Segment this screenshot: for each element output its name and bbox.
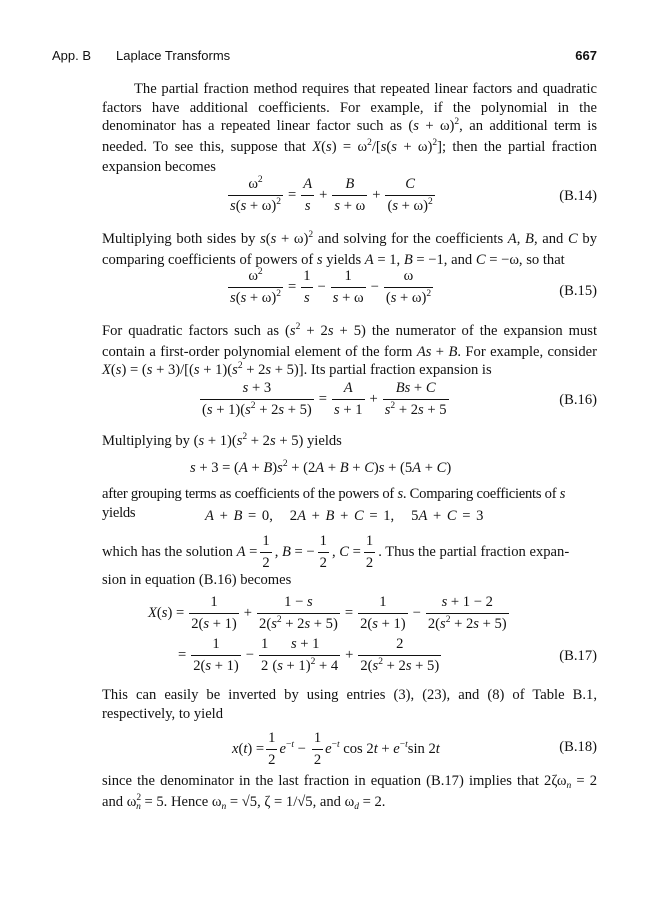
page-number: 667 (575, 48, 597, 63)
appendix-label: App. B (52, 48, 92, 63)
equation-b18: x(t) = $\frac{1}{2}$ $e^{-t}$ − $\frac{1}{2}$ $e^{-t}$ $\cos 2t + e^{-t}\sin$ 2t (232, 730, 440, 768)
equation-number-b18: (B.18) (559, 739, 597, 755)
equation-b17-line-2: = $\frac{1}{2(s + 1)}$ − $\frac{1}{2}$ $\frac{s + 1}{(s + 1)^2 + 4}$ + $\frac{2}{2(s^2 + 2s + 5)}$ (178, 636, 440, 674)
paragraph-3: For quadratic factors such as $(s^2 + 2s + 5)$ the numerator of the expansion must contain a first-order polynomial element of the form As + B. For example, consider $X(s) = (s + 3)/[(s + 1)(s^2 + 2s + 5)]$. Its partial fraction expansion is (102, 322, 598, 379)
equation-b14: $\frac{\omega^2}{s(s + \omega)^2}$ = $\frac{A}{s}$ + $\frac{B}{s + \omega}$ + $\frac{C}{(s + \omega)^2}$ (230, 175, 433, 214)
paragraph-2: Multiplying both sides by $s(s + \omega)^2$ and solving for the coefficients A, B, and C by comparing coefficients of powers of s yields A = 1, B = −1, and C = −ω, so that (102, 230, 597, 268)
equation-b16: $\frac{s + 3}{(s + 1)(s^2 + 2s + 5)}$ = $\frac{A}{s + 1}$ + $\frac{Bs + C}{s^2 + 2s + 5}$ (202, 380, 447, 418)
equation-number-b17: (B.17) (559, 648, 597, 664)
running-header (52, 48, 597, 66)
equation-number-b16: (B.16) (559, 392, 597, 408)
paragraph-4: Multiplying by $(s + 1)(s^2 + 2s + 5)$ yields (102, 432, 342, 449)
paragraph-7: This can easily be inverted by using entries (3), (23), and (8) of Table B.1, respectively, to yield (102, 687, 597, 722)
solution-line: which has the solution A = $\frac{1}{2}$ , B = − $\frac{1}{2}$ , C = $\frac{1}{2}$ . Thus the partial fraction expan- (102, 533, 570, 571)
equation-b17-line-1: X(s) = $\frac{1}{2(s + 1)}$ + $\frac{1 - s}{2(s^2 + 2s + 5)}$ = $\frac{1}{2(s + 1)}$ − $\frac{s + 1 - 2}{2(s^2 + 2s + 5)}$ (148, 594, 507, 632)
paragraph-6c: sion in equation (B.16) becomes (102, 572, 292, 588)
paragraph-1: The partial fraction method requires that repeated linear factors and quadratic factors have additional coefficients. For example, if the polynomial in the denominator has a repeated linear factor such as $(s + \omega)^2$, an additional term is needed. To see this, suppose that $X(s) = \omega^2/[s(s + \omega)^2]$; then the partial fraction expansion becomes (102, 81, 597, 176)
paragraph-8: since the denominator in the last fraction in equation (B.17) implies that $2\zeta\omega_n = 2$ and $\omega^2_n = 5$. Hence $\omega_n = √5$, ζ = 1/√5, and $\omega_d = 2$. (102, 773, 597, 812)
equation-number-b14: (B.14) (559, 188, 597, 204)
chapter-title: Laplace Transforms (116, 48, 231, 63)
expanded-equation: $s + 3 = (A + B)s^2 + (2A + B + C)s + (5A + C)$ (190, 459, 452, 476)
equation-b15: $\frac{\omega^2}{s(s + \omega)^2}$ = $\frac{1}{s}$ − $\frac{1}{s + \omega}$ − $\frac{\omega}{(s + \omega)^2}$ (230, 267, 432, 306)
coefficient-system: A + B = 0, 2A + B + C = 1, 5A + C = 3 (205, 508, 484, 524)
paragraph-5: after grouping terms as coefficients of the powers of s. Comparing coefficients of s yields (102, 486, 566, 521)
equation-number-b15: (B.15) (559, 283, 597, 299)
